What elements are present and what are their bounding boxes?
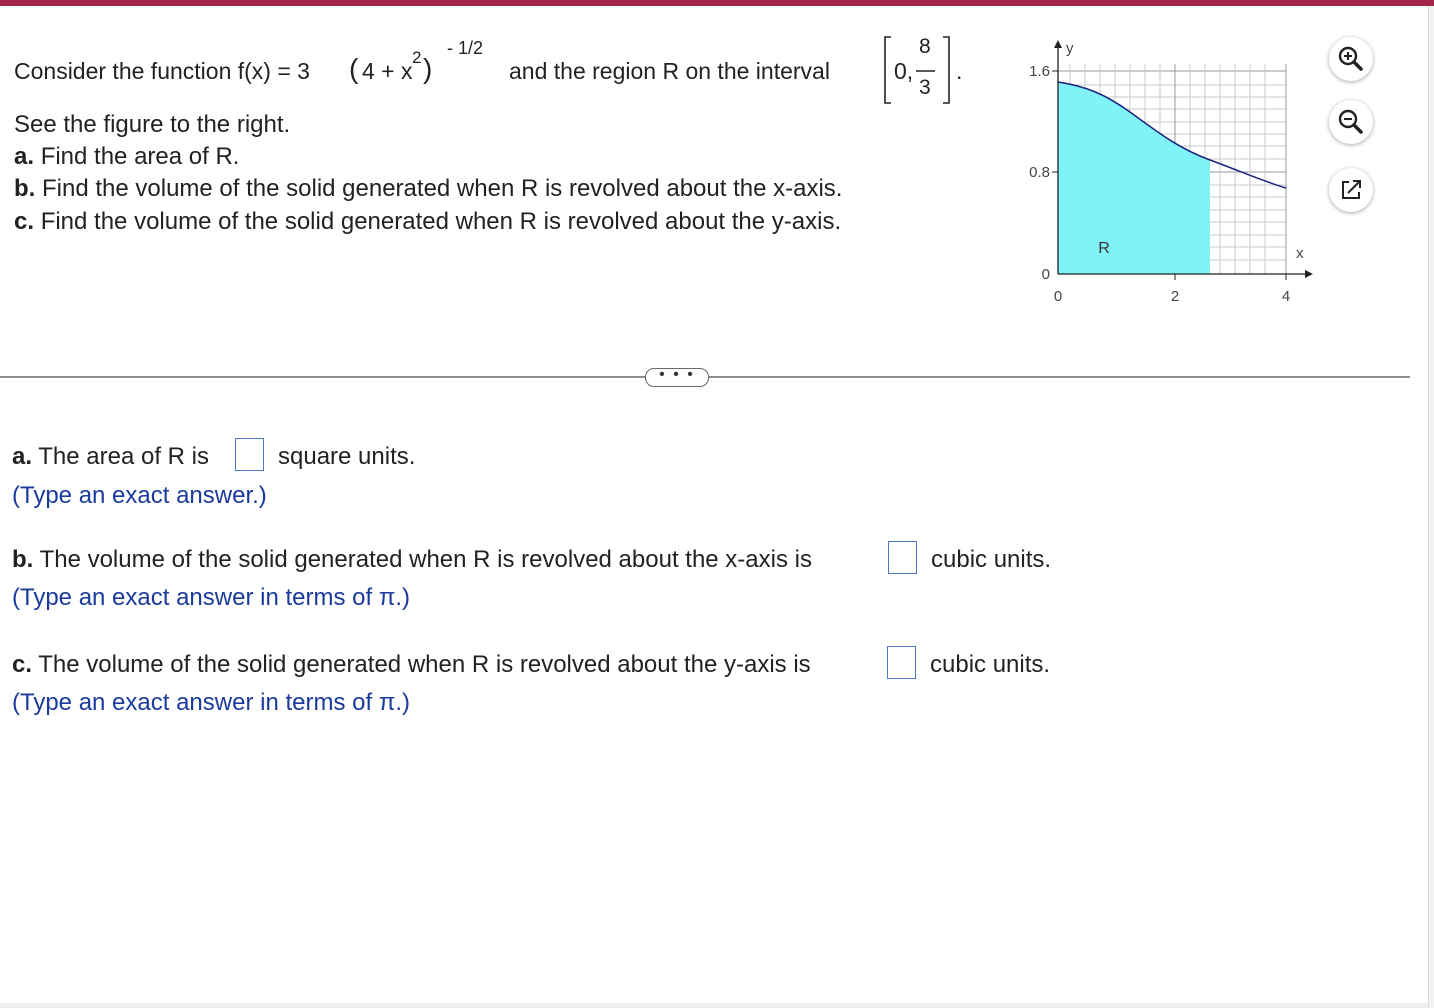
inner-expression: 4 + x xyxy=(362,58,413,84)
y-tick-label: 1.6 xyxy=(1029,63,1050,80)
fraction-denominator: 3 xyxy=(919,76,931,99)
x-tick-label: 4 xyxy=(1281,288,1291,305)
answer-c-label: c. xyxy=(12,651,33,678)
part-a-label: a. xyxy=(14,143,35,170)
zoom-out-button[interactable] xyxy=(1329,100,1373,144)
answer-b-unit: cubic units. xyxy=(931,546,1052,573)
answer-b-label: b. xyxy=(12,546,34,573)
answer-c-unit: cubic units. xyxy=(930,651,1051,678)
answer-c-text: The volume of the solid generated when R is revolved about the y-axis is xyxy=(38,651,811,678)
answer-a-hint: (Type an exact answer.) xyxy=(12,482,267,509)
x-axis-arrow xyxy=(1305,270,1313,278)
zoom-in-button[interactable] xyxy=(1329,37,1373,81)
statement-period: . xyxy=(956,58,963,84)
x-tick-label: 2 xyxy=(1170,288,1180,305)
top-accent-bar xyxy=(0,0,1434,6)
region-text: and the region R on the interval xyxy=(509,58,830,84)
answer-b-hint: (Type an exact answer in terms of π.) xyxy=(12,584,411,611)
x-axis-label: x xyxy=(1296,245,1304,262)
part-c-text: Find the volume of the solid generated when R is revolved about the y-axis. xyxy=(40,208,842,235)
function-graph xyxy=(1000,34,1330,314)
part-c-question xyxy=(14,208,841,236)
answer-a-label: a. xyxy=(12,443,33,470)
more-button[interactable]: • • • xyxy=(645,368,709,387)
zoom-in-icon xyxy=(1329,37,1373,81)
region-label: R xyxy=(1098,240,1110,257)
answer-b-input[interactable] xyxy=(888,541,917,574)
answer-a-unit: square units. xyxy=(278,443,416,470)
y-tick-label: 0 xyxy=(1041,266,1050,283)
popout-icon xyxy=(1329,168,1373,212)
see-figure-text: See the figure to the right. xyxy=(14,111,291,138)
intro-text: Consider the function f(x) = 3 xyxy=(14,58,310,84)
answer-a-text: The area of R is xyxy=(38,443,209,470)
right-paren: ) xyxy=(423,53,433,84)
popout-button[interactable] xyxy=(1329,168,1373,212)
answer-a-prompt xyxy=(12,443,209,471)
zoom-out-icon xyxy=(1329,100,1373,144)
y-axis-label: y xyxy=(1066,40,1074,57)
part-c-label: c. xyxy=(14,208,35,235)
square-exponent: 2 xyxy=(412,48,422,67)
y-axis-arrow xyxy=(1054,40,1062,48)
power-exponent: - 1/2 xyxy=(447,38,484,58)
part-a-question xyxy=(14,143,239,171)
interval-left: 0, xyxy=(894,58,914,84)
answer-c-prompt xyxy=(12,651,811,679)
answer-a-input[interactable] xyxy=(235,438,264,471)
part-b-question xyxy=(14,175,842,203)
bottom-edge xyxy=(0,1003,1428,1008)
answer-b-text: The volume of the solid generated when R is revolved about the x-axis is xyxy=(39,546,812,573)
answer-b-prompt xyxy=(12,546,812,574)
answer-c-hint: (Type an exact answer in terms of π.) xyxy=(12,689,411,716)
scroll-edge xyxy=(1428,6,1434,1008)
region-r-fill xyxy=(1058,82,1210,274)
left-paren: ( xyxy=(349,53,359,84)
part-a-text: Find the area of R. xyxy=(40,143,240,170)
y-tick-label: 0.8 xyxy=(1029,164,1050,181)
answer-c-input[interactable] xyxy=(887,646,916,679)
fraction-numerator: 8 xyxy=(919,35,931,58)
part-b-text: Find the volume of the solid generated when R is revolved about the x-axis. xyxy=(42,175,843,202)
x-tick-label: 0 xyxy=(1053,288,1063,305)
part-b-label: b. xyxy=(14,175,36,202)
